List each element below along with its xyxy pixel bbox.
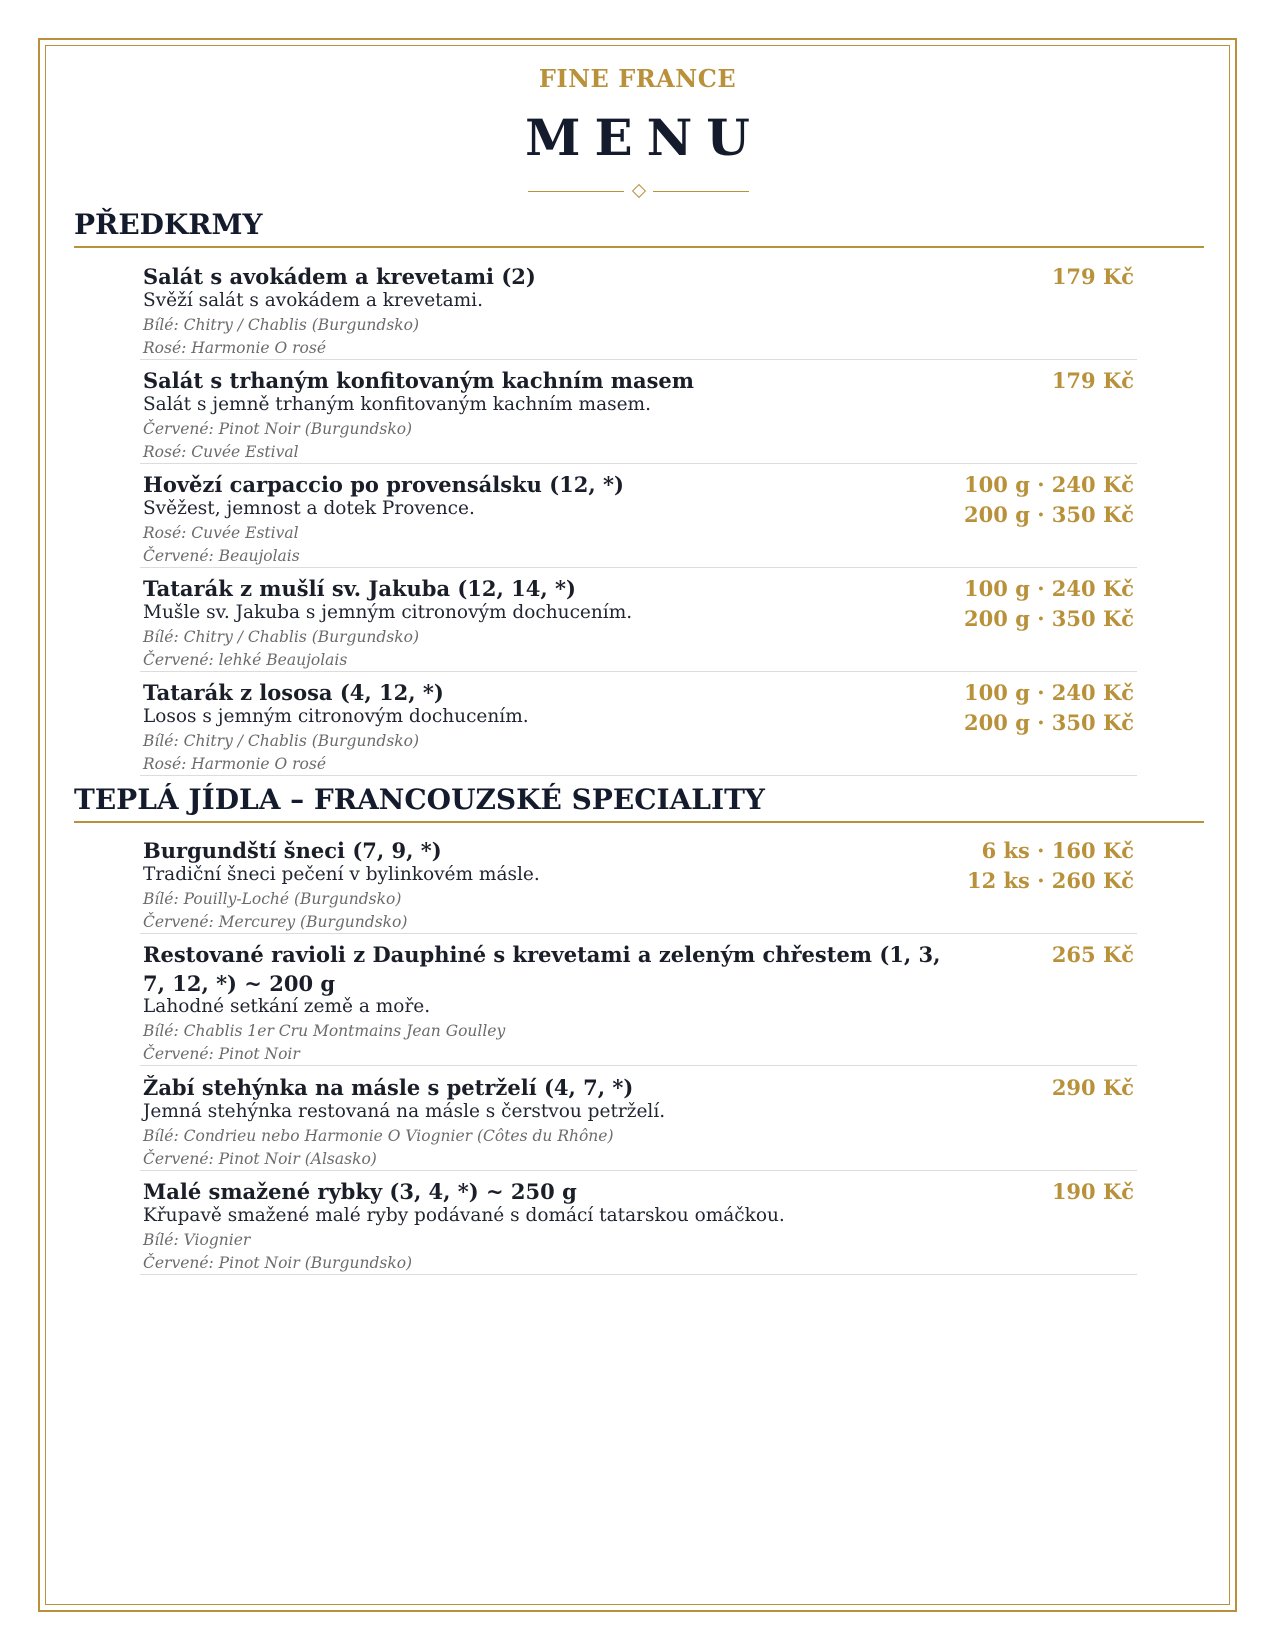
wine-pairing: Rosé: Cuvée Estival — [143, 524, 299, 542]
item-description: Tradiční šneci pečení v bylinkovém másle. — [143, 864, 540, 885]
wine-pairing: Rosé: Harmonie O rosé — [143, 339, 327, 357]
item-price: 200 g · 350 Kč — [964, 606, 1134, 631]
wine-pairing: Červené: Pinot Noir (Burgundsko) — [143, 1254, 413, 1272]
menu-item — [140, 836, 1137, 934]
item-name: Salát s avokádem a krevetami (2) — [143, 264, 536, 289]
item-price: 12 ks · 260 Kč — [966, 868, 1134, 893]
item-description: Jemná stehýnka restovaná na másle s čerstvou petrželí. — [143, 1101, 666, 1122]
section-heading-predkrmy: PŘEDKRMY — [74, 208, 1204, 248]
item-description: Svěžest, jemnost a dotek Provence. — [143, 498, 475, 519]
menu-item — [140, 470, 1137, 568]
item-description: Lahodné setkání země a moře. — [143, 996, 431, 1017]
wine-pairing: Červené: Mercurey (Burgundsko) — [143, 913, 408, 931]
wine-pairing: Rosé: Harmonie O rosé — [143, 755, 327, 773]
item-name: Žabí stehýnka na másle s petrželí (4, 7, *) — [143, 1075, 634, 1100]
item-price: 100 g · 240 Kč — [964, 680, 1134, 705]
item-price: 265 Kč — [1051, 942, 1134, 967]
item-name: Salát s trhaným konfitovaným kachním masem — [143, 368, 694, 393]
diamond-icon — [632, 184, 646, 198]
section-heading-tepla-jidla: TEPLÁ JÍDLA – FRANCOUZSKÉ SPECIALITY — [74, 783, 1204, 823]
menu-item — [140, 262, 1137, 360]
menu-item — [140, 678, 1137, 776]
item-name: Hovězí carpaccio po provensálsku (12, *) — [143, 472, 624, 497]
item-name: Tatarák z mušlí sv. Jakuba (12, 14, *) — [143, 576, 576, 601]
wine-pairing: Červené: Pinot Noir (Burgundsko) — [143, 420, 413, 438]
item-price: 200 g · 350 Kč — [964, 710, 1134, 735]
ornament-line-right — [653, 191, 749, 192]
item-description: Mušle sv. Jakuba s jemným citronovým dochucením. — [143, 602, 633, 623]
wine-pairing: Bílé: Chitry / Chablis (Burgundsko) — [143, 316, 420, 334]
menu-item — [140, 574, 1137, 672]
item-name: Restované ravioli z Dauphiné s krevetami a zeleným chřestem (1, 3, 7, 12, *) ~ 200 g — [143, 942, 941, 996]
menu-title: MENU — [525, 108, 764, 167]
item-price: 290 Kč — [1051, 1075, 1134, 1100]
item-price: 100 g · 240 Kč — [964, 472, 1134, 497]
menu-item — [140, 366, 1137, 464]
item-price: 179 Kč — [1051, 368, 1134, 393]
wine-pairing: Červené: lehké Beaujolais — [143, 651, 348, 669]
item-price: 190 Kč — [1051, 1179, 1134, 1204]
item-description: Losos s jemným citronovým dochucením. — [143, 706, 529, 727]
item-description: Salát s jemně trhaným konfitovaným kachním masem. — [143, 394, 651, 415]
wine-pairing: Bílé: Chablis 1er Cru Montmains Jean Goulley — [143, 1022, 506, 1040]
wine-pairing: Bílé: Chitry / Chablis (Burgundsko) — [143, 628, 420, 646]
wine-pairing: Bílé: Condrieu nebo Harmonie O Viognier (Côtes du Rhône) — [143, 1127, 614, 1145]
item-price: 179 Kč — [1051, 264, 1134, 289]
item-name: Malé smažené rybky (3, 4, *) ~ 250 g — [143, 1179, 577, 1204]
item-name: Burgundští šneci (7, 9, *) — [143, 838, 442, 863]
wine-pairing: Červené: Pinot Noir (Alsasko) — [143, 1150, 377, 1168]
wine-pairing: Červené: Pinot Noir — [143, 1045, 300, 1063]
item-price: 200 g · 350 Kč — [964, 502, 1134, 527]
item-description: Svěží salát s avokádem a krevetami. — [143, 290, 483, 311]
item-price: 100 g · 240 Kč — [964, 576, 1134, 601]
item-description: Křupavě smažené malé ryby podávané s domácí tatarskou omáčkou. — [143, 1205, 785, 1226]
ornament-line-left — [528, 191, 624, 192]
wine-pairing: Bílé: Viognier — [143, 1231, 251, 1249]
wine-pairing: Rosé: Cuvée Estival — [143, 443, 299, 461]
wine-pairing: Červené: Beaujolais — [143, 547, 300, 565]
item-price: 6 ks · 160 Kč — [981, 838, 1134, 863]
menu-item — [140, 1073, 1137, 1171]
item-name: Tatarák z lososa (4, 12, *) — [143, 680, 444, 705]
restaurant-name: FINE FRANCE — [538, 64, 737, 93]
wine-pairing: Bílé: Pouilly-Loché (Burgundsko) — [143, 890, 402, 908]
menu-item — [140, 940, 1137, 1066]
menu-item — [140, 1177, 1137, 1275]
title-ornament — [0, 182, 1275, 202]
wine-pairing: Bílé: Chitry / Chablis (Burgundsko) — [143, 732, 420, 750]
